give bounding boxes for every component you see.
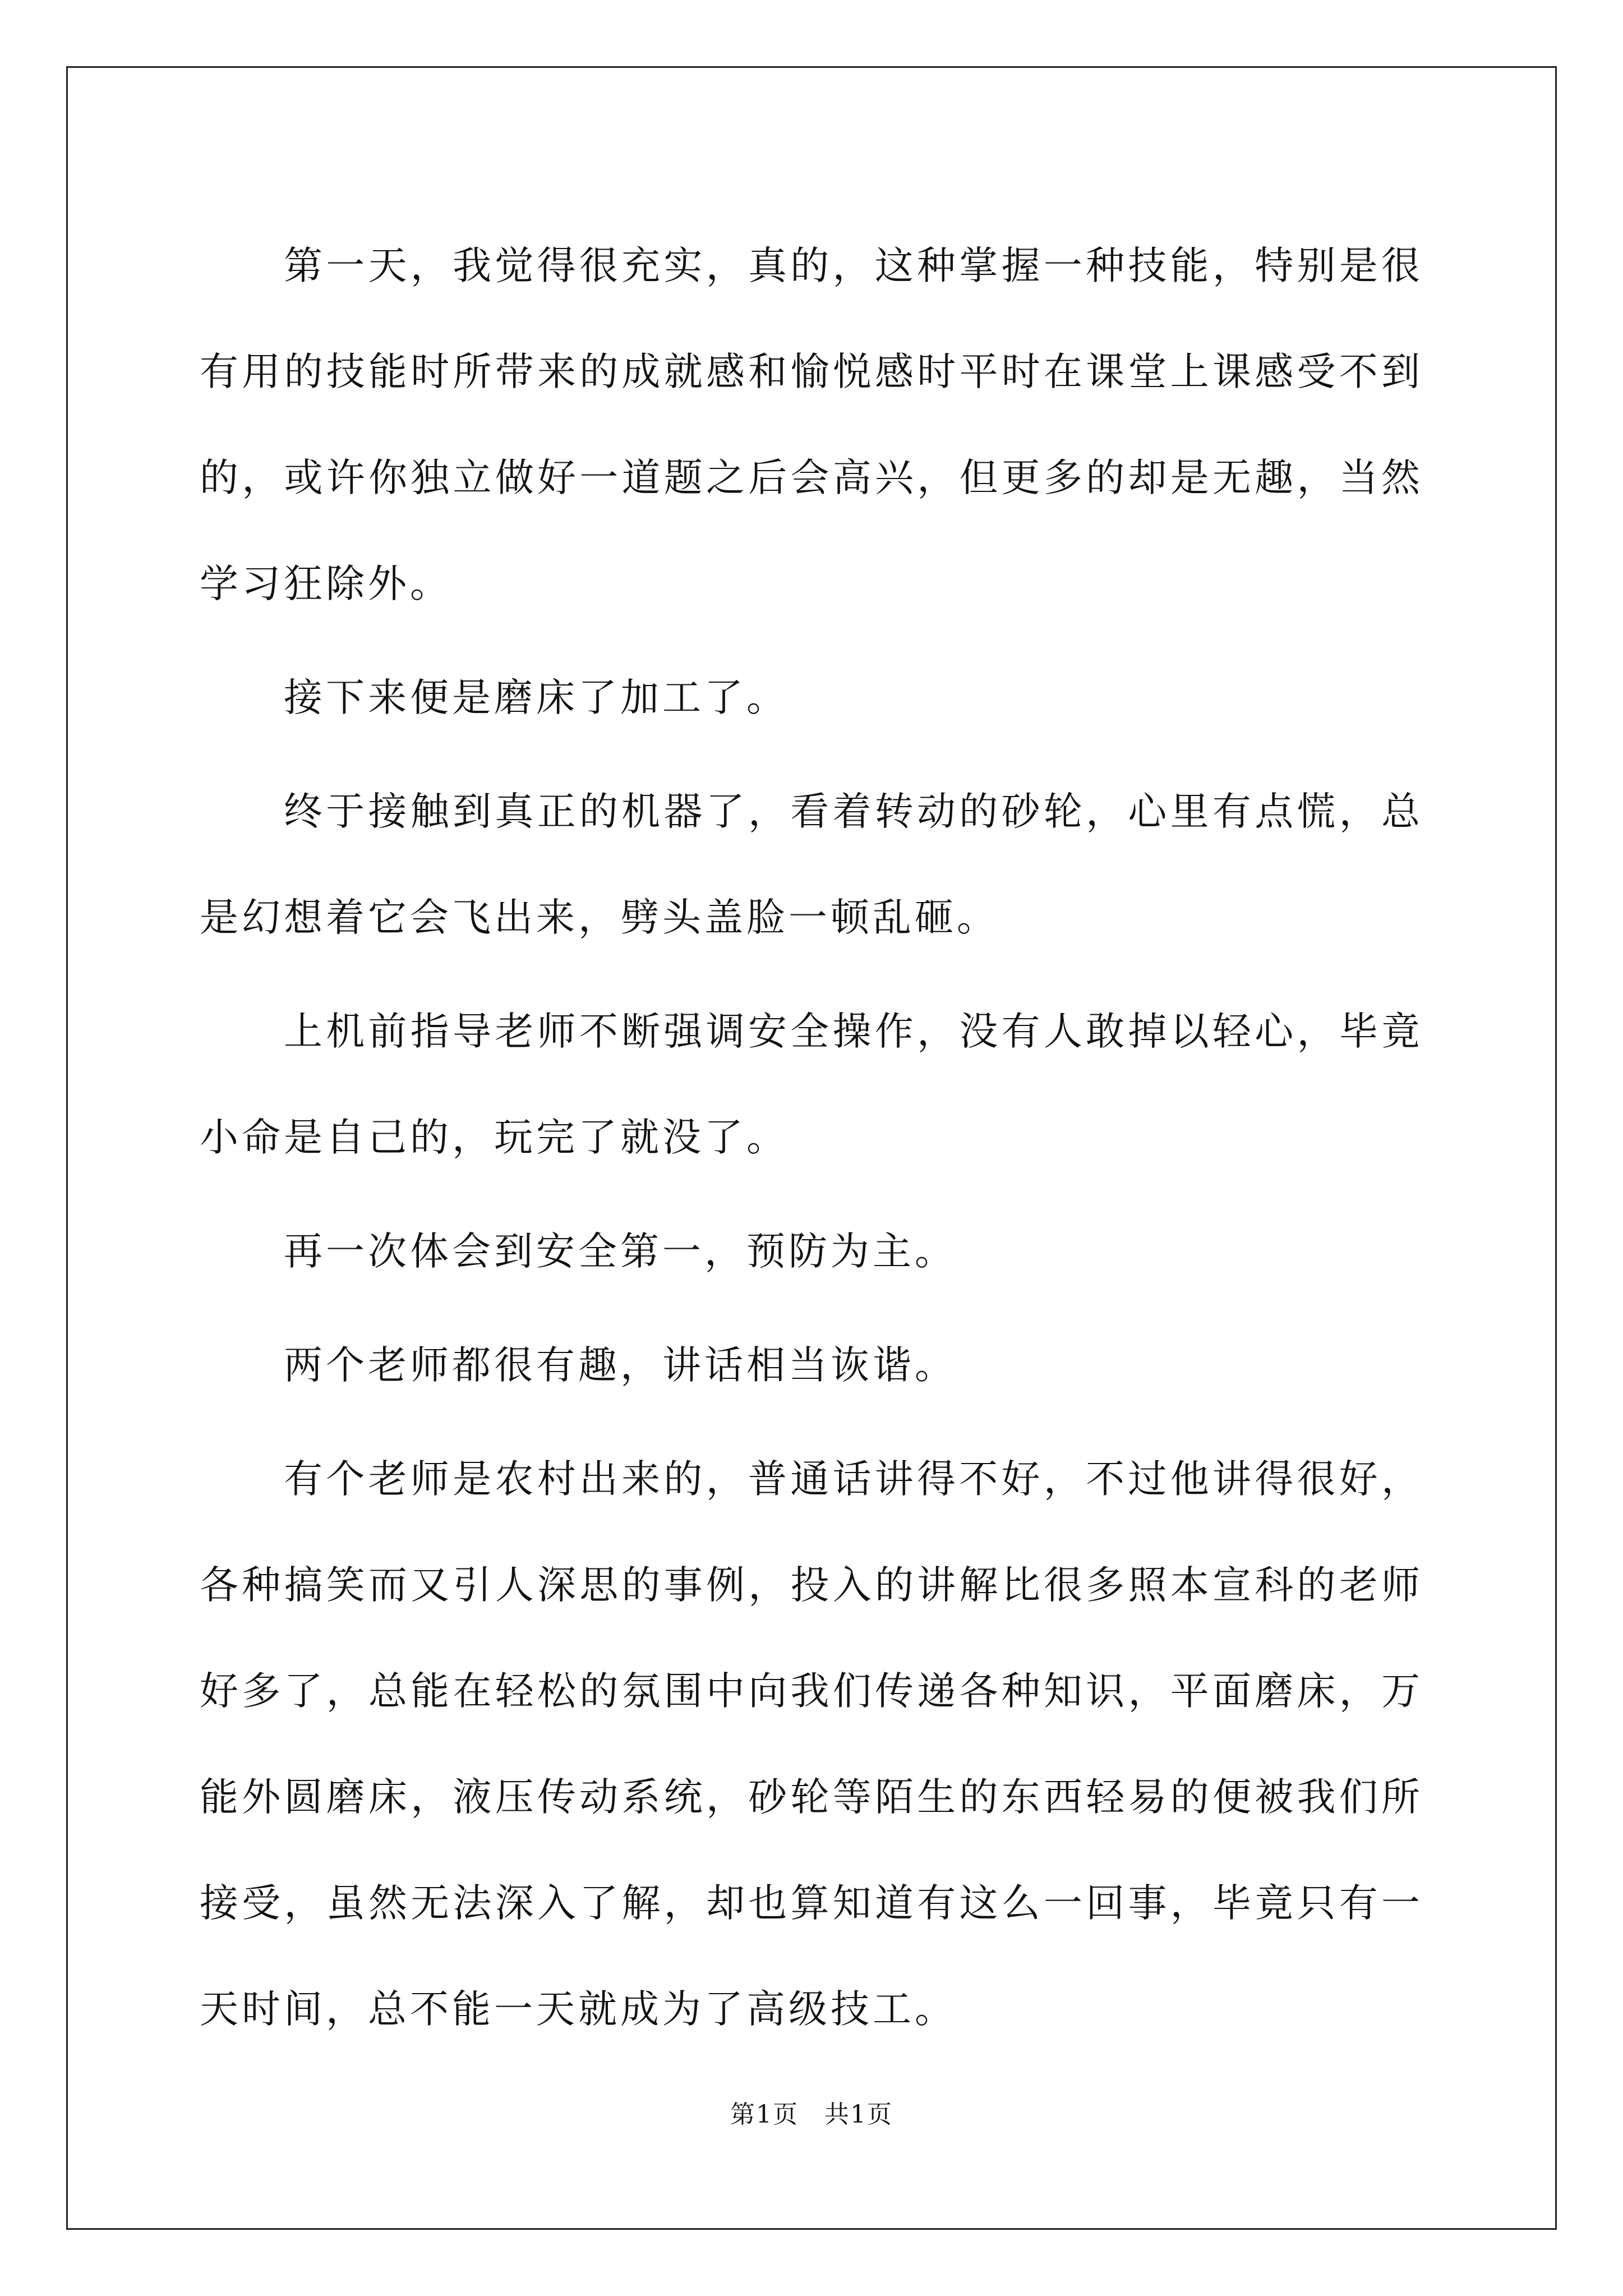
paragraph-3: 终于接触到真正的机器了，看着转动的砂轮，心里有点慌，总是幻想着它会飞出来，劈头盖脸一顿乱砸。 — [200, 789, 1423, 940]
paragraph-5: 再一次体会到安全第一，预防为主。 — [284, 1229, 957, 1274]
paragraph-4: 上机前指导老师不断强调安全操作，没有人敢掉以轻心，毕竟小命是自己的，玩完了就没了。 — [200, 1009, 1423, 1160]
paragraph-1: 第一天，我觉得很充实，真的，这种掌握一种技能，特别是很有用的技能时所带来的成就感和愉悦感时平时在课堂上课感受不到的，或许你独立做好一道题之后会高兴，但更多的却是无趣，当然学习狂除外。 — [200, 243, 1423, 606]
paragraph-6: 两个老师都很有趣，讲话相当诙谐。 — [284, 1343, 957, 1388]
document-body — [200, 213, 1423, 2070]
page-number-footer: 第1页 共1页 — [730, 2100, 893, 2129]
paragraph-7: 有个老师是农村出来的，普通话讲得不好，不过他讲得很好，各种搞笑而又引人深思的事例，投入的讲解比很多照本宣科的老师好多了，总能在轻松的氛围中向我们传递各种知识，平面磨床，万能外圆磨床，液压传动系统，砂轮等陌生的东西轻易的便被我们所接受，虽然无法深入了解，却也算知道有这么一回事，毕竟只有一天时间，总不能一天就成为了高级技工。 — [200, 1457, 1423, 2032]
paragraph-2: 接下来便是磨床了加工了。 — [284, 675, 789, 720]
